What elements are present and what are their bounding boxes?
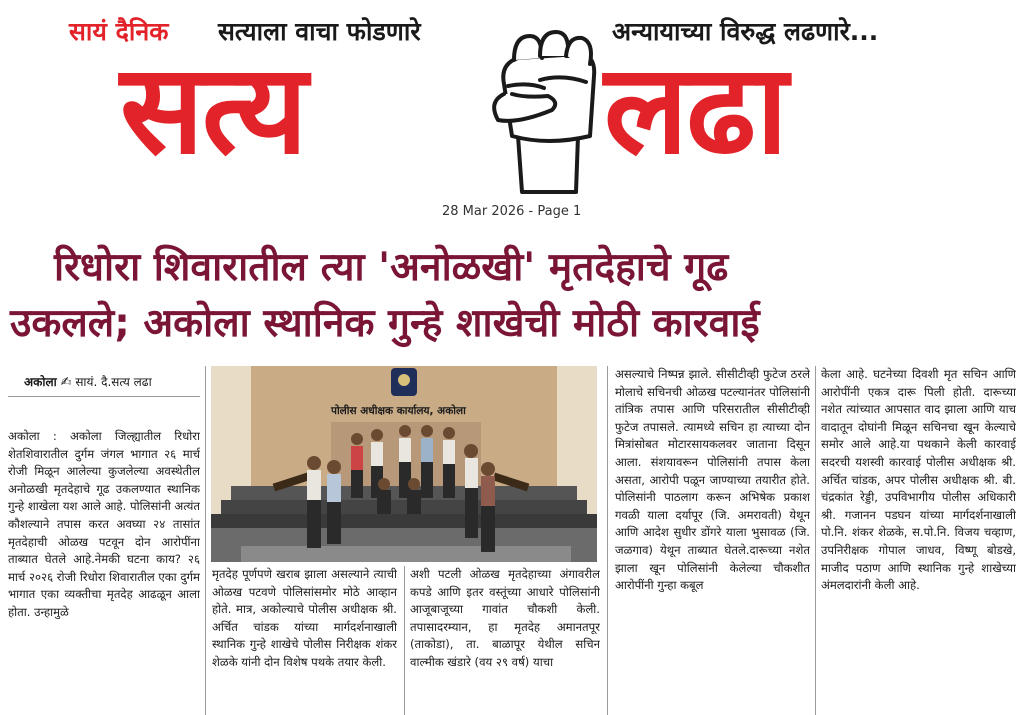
raised-fist-icon (478, 24, 612, 194)
police-emblem-icon (391, 368, 417, 396)
article-column-4-text: असल्याचे निष्पन्न झाले. सीसीटीव्ही फुटेज ठरले मोलाचे सचिनची ओळख पटल्यानंतर पोलिसांनी तांत्रिक तपास आणि परिसरातील सीसीटीव्ही फुटेज तपासले. त्यामध्ये सचिन हा त्याच्या दोन मित्रांसोबत मोटारसायकलवर जाताना दिसून आला. संशयावरून पोलिसांनी तपास केला असता, आरोपी पळून जाण्याच्या तयारीत होते. पोलिसांनी पाठलाग करून अभिषेक प्रकाश गवळी याला दर्यापूर (जि. अमरावती) येथून आणि आदेश सुधीर डोंगरे याला भुसावळ (जि. जळगाव) येथून ताब्यात घेतले.दारूच्या नशेत झाला खून पोलिसांनी केलेल्या चौकशीत आरोपींनी गुन्हा कबूल (615, 367, 810, 593)
masthead-title-right: लढा (604, 38, 787, 182)
photo-sign: पोलीस अधीक्षक कार्यालय, अकोला (331, 405, 466, 417)
article-column-1 (8, 428, 200, 715)
slogan-left: सत्याला वाचा फोडणारे (218, 17, 421, 46)
masthead-title-left: सत्य (120, 38, 306, 182)
news-photo (211, 366, 597, 562)
article-column-3 (410, 566, 600, 715)
column-divider (205, 366, 206, 715)
article-column-5-text: केला आहे. घटनेच्या दिवशी मृत सचिन आणि आरोपींनी एकत्र दारू पिली होती. दारूच्या नशेत त्यांच्यात आपसात वाद झाला आणि याच वादातून दोघांनी मिळून सचिनचा खून केल्याचे समोर आले आहे.या पथकाने केली कारवाई सदरची यशस्वी कारवाई पोलीस अधीक्षक श्री. अर्चित चांडक, अपर पोलीस अधीक्षक श्री. बी. चंद्रकांत रेड्डी, उपविभागीय पोलीस अधिकारी श्री. गजानन पडघन यांच्या मार्गदर्शनाखाली पो.नि. शंकर शेळके, स.पो.नि. विजय चव्हाण, उपनिरीक्षक गोपाल जाधव, विष्णू बोडखे, माजीद पठाण आणि स्थानिक गुन्हे शाखेच्या अंमलदारांनी केली आहे. (821, 367, 1016, 593)
byline (24, 373, 152, 390)
byline-place: अकोला (24, 375, 57, 389)
headline-line-2: उकलले; अकोला स्थानिक गुन्हे शाखेची मोठी कारवाई (10, 301, 760, 346)
dateline: 28 Mar 2026 - Page 1 (442, 204, 582, 219)
pen-icon: ✍ (60, 375, 72, 390)
column-divider (404, 566, 405, 715)
article-column-2-text: मृतदेह पूर्णपणे खराब झाला असल्याने त्याची ओळख पटवणे पोलिसांसमोर मोठे आव्हान होते. मात्र, अकोल्याचे पोलीस अधीक्षक श्री. अर्चित चांडक यांच्या मार्गदर्शनाखाली स्थानिक गुन्हे शाखेचे पोलीस निरीक्षक शंकर शेळके यांनी दोन विशेष पथके तयार केली. (212, 567, 397, 669)
article-column-2 (212, 566, 397, 715)
byline-source: सायं. दै.सत्य लढा (75, 375, 152, 389)
article-column-5 (821, 366, 1016, 715)
slogan-right: अन्यायाच्या विरुद्ध लढणारे... (612, 17, 879, 46)
article-column-1-text: अकोला : अकोला जिल्ह्यातील रिधोरा शेतशिवारातील दुर्गम जंगल भागात २६ मार्च रोजी मिळून आलेल्या कुजलेल्या अवस्थेतील अनोळखी मृतदेहाचे गूढ उकलण्यात स्थानिक गुन्हे शाखेला यश आले आहे. पोलिसांनी अत्यंत कौशल्याने तपास करत अवघ्या २४ तासांत मृतदेहाची ओळख पटवून दोन आरोपींना ताब्यात घेतले आहे.नेमकी घटना काय? २६ मार्च २०२६ रोजी रिधोरा शिवारातील एका दुर्गम भागात एका व्यक्तीचा मृतदेह आढळून आला होता. उन्हामुळे (8, 429, 200, 619)
edition-tag: सायं दैनिक (69, 17, 169, 46)
byline-rule (8, 396, 200, 397)
article-column-3-text: अशी पटली ओळख मृतदेहाच्या अंगावरील कपडे आणि इतर वस्तूंच्या आधारे पोलिसांनी आजूबाजूच्या गावांत चौकशी केली. तपासादरम्यान, हा मृतदेह अमानतपूर (ताकोडा), ता. बाळापूर येथील सचिन वाल्मीक खंडारे (वय २९ वर्ष) याचा (410, 567, 600, 669)
article-column-4 (615, 366, 810, 715)
column-divider (607, 366, 608, 715)
column-divider (815, 366, 816, 715)
headline-line-1: रिधोरा शिवारातील त्या 'अनोळखी' मृतदेहाचे गूढ (54, 245, 729, 290)
